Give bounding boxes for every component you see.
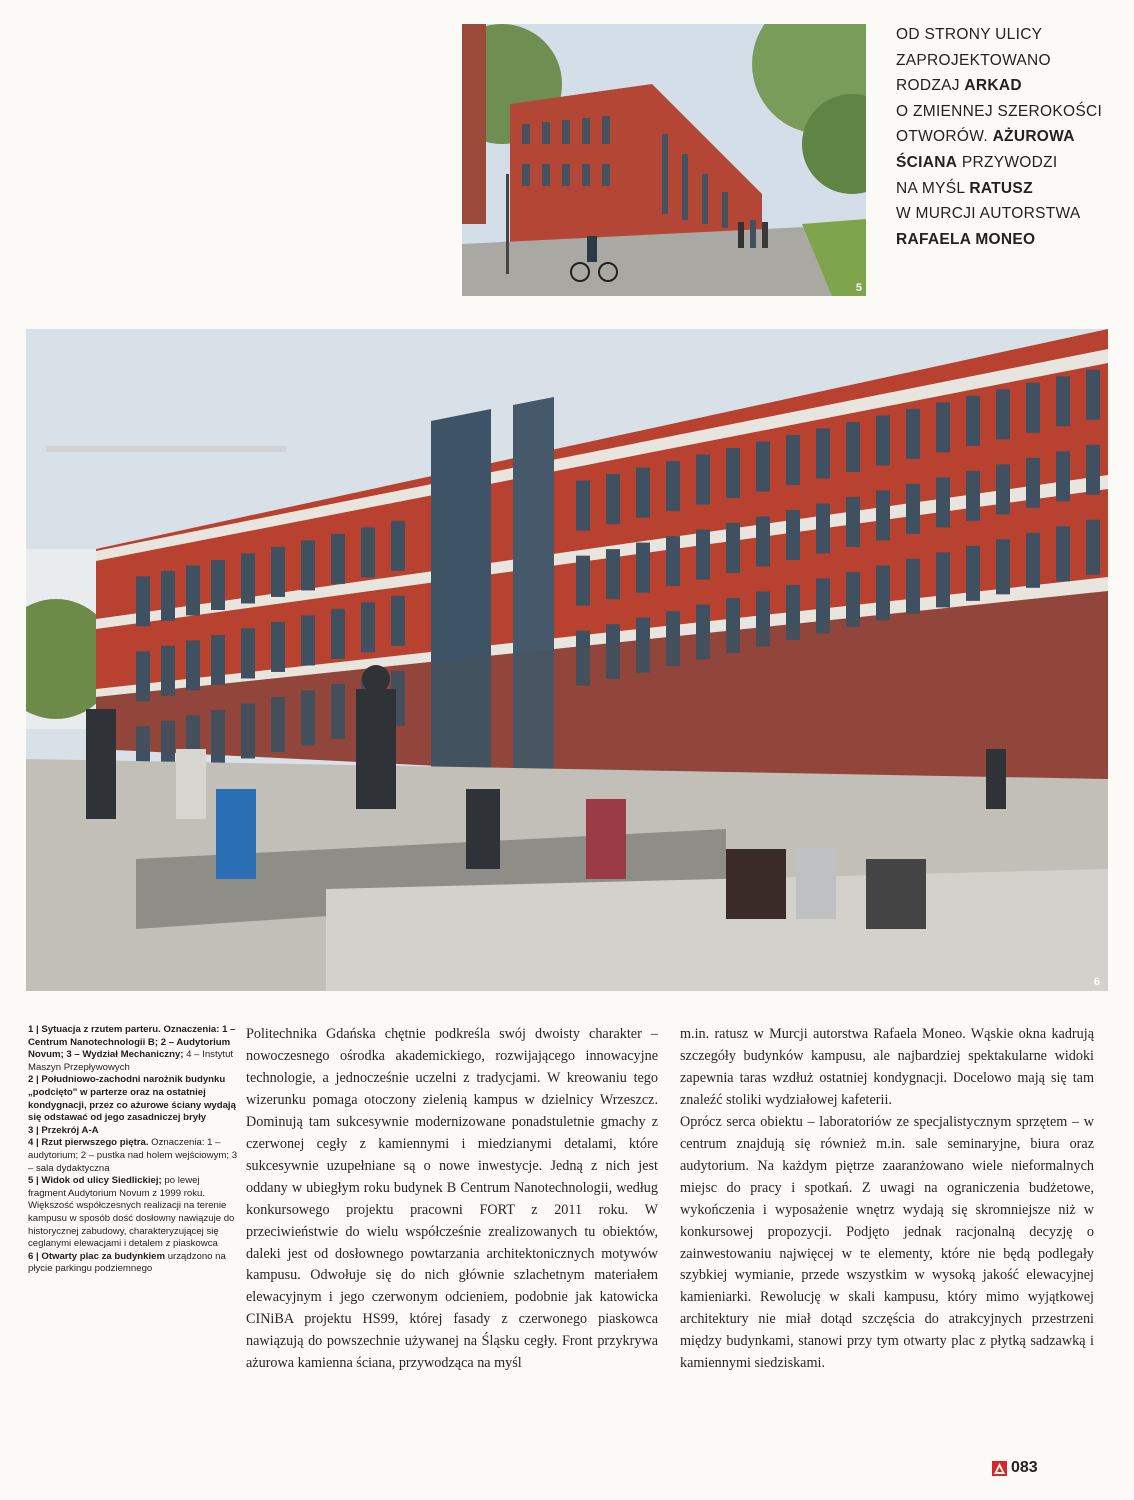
photo-street-view bbox=[462, 24, 866, 296]
facade-window bbox=[906, 559, 920, 614]
quote-text: ZAPROJEKTOWANO bbox=[896, 51, 1051, 69]
facade-window bbox=[966, 396, 980, 446]
caption-lead: 3 | Przekrój A-A bbox=[28, 1124, 99, 1136]
facade-window bbox=[1026, 383, 1040, 433]
facade-window bbox=[786, 435, 800, 485]
facade-window bbox=[241, 628, 255, 678]
quote-emphasis: RATUSZ bbox=[969, 179, 1033, 197]
facade-window bbox=[391, 596, 405, 646]
facade-window bbox=[1086, 370, 1100, 420]
quote-emphasis: ŚCIANA bbox=[896, 153, 958, 171]
quote-text: O ZMIENNEJ SZEROKOŚCI bbox=[896, 102, 1103, 120]
quote-line bbox=[896, 227, 1126, 253]
caption-text: urządzono na płycie parkingu podziemnego bbox=[28, 1250, 226, 1275]
quote-text: RODZAJ bbox=[896, 77, 965, 95]
facade-window bbox=[301, 540, 315, 590]
facade-window bbox=[876, 415, 890, 465]
facade-window bbox=[241, 553, 255, 603]
facade-window bbox=[1026, 458, 1040, 508]
facade-window bbox=[1056, 451, 1070, 501]
facade-window bbox=[666, 461, 680, 511]
facade-window bbox=[136, 576, 150, 626]
facade-window bbox=[906, 484, 920, 534]
pull-quote bbox=[896, 22, 1126, 252]
photo-street-view-illustration bbox=[462, 24, 866, 296]
facade-window bbox=[996, 389, 1010, 439]
caption-lead: 2 | Południowo-zachodni narożnik budynku „podcięto" w parterze oraz na ostatniej kondygnacji, przez co ażurowe ściany wydają się odstawać od jego zasadniczej bryły bbox=[28, 1074, 236, 1124]
caption bbox=[28, 1074, 238, 1124]
facade-window bbox=[996, 464, 1010, 514]
quote-line bbox=[896, 176, 1126, 202]
facade-window bbox=[876, 490, 890, 540]
quote-line bbox=[896, 22, 1126, 48]
facade-window bbox=[606, 549, 620, 599]
facade-window bbox=[361, 602, 375, 652]
facade-window bbox=[606, 474, 620, 524]
facade-window bbox=[726, 523, 740, 573]
facade-window bbox=[331, 609, 345, 659]
quote-text: OD STRONY ULICY bbox=[896, 26, 1043, 43]
facade-window bbox=[161, 646, 175, 696]
facade-window bbox=[1026, 533, 1040, 588]
facade-window bbox=[876, 565, 890, 620]
body-paragraph-1: m.in. ratusz w Murcji autorstwa Rafaela Moneo. Wąskie okna kadrują szczegóły budynków kampusu, ale najbardziej spektakularne widoki zapewnia taras wzdłuż ostatniej kondygnacji. Docelowo mają się tam znaleźć stoliki wydziałowej kafeterii. bbox=[680, 1026, 1094, 1108]
quote-line bbox=[896, 99, 1126, 125]
caption bbox=[28, 1137, 238, 1175]
facade-window bbox=[1086, 445, 1100, 495]
facade-window bbox=[666, 536, 680, 586]
caption bbox=[28, 1125, 238, 1138]
caption-text: 4 – Instytut Maszyn Przepływowych bbox=[28, 1049, 234, 1073]
caption bbox=[28, 1251, 238, 1276]
quote-line bbox=[896, 73, 1126, 99]
photo-number-5: 5 bbox=[855, 282, 862, 294]
facade-window bbox=[696, 455, 710, 505]
quote-emphasis: RAFAELA MONEO bbox=[896, 230, 1036, 248]
facade-window bbox=[846, 497, 860, 547]
caption bbox=[28, 1024, 238, 1074]
quote-text: NA MYŚL bbox=[896, 179, 970, 197]
photo-captions bbox=[28, 1024, 238, 1276]
facade-window bbox=[636, 468, 650, 518]
facade-window bbox=[936, 402, 950, 452]
facade-window bbox=[271, 622, 285, 672]
facade-window bbox=[361, 527, 375, 577]
facade-window bbox=[186, 565, 200, 615]
facade-window bbox=[211, 560, 225, 610]
facade-window bbox=[161, 571, 175, 621]
photo-campus-plaza-illustration bbox=[26, 329, 1108, 991]
facade-window bbox=[331, 534, 345, 584]
facade-window bbox=[211, 635, 225, 685]
facade-window bbox=[726, 448, 740, 498]
quote-text: PRZYWODZI bbox=[957, 153, 1058, 171]
photo-number-6: 6 bbox=[1093, 976, 1100, 988]
caption-text: po lewej fragment Audytorium Novum z 1999 roku. Większość współczesnych realizacji na terenie kampusu w sposób dość dosłowny nawiązuje do historycznej zabudowy, charakteryzującej się ceglanymi elewacjami i detalem z piaskowca bbox=[28, 1175, 235, 1250]
quote-line bbox=[896, 150, 1126, 176]
body-column-1: Politechnika Gdańska chętnie podkreśla swój dwoisty charakter – nowoczesnego ośrodka akademickiego, rozwijającego innowacyjne technologie, a jednocześnie uczelni z tradycjami. W kreowaniu tego wizerunku pomaga otoczony zielenią kampus w dzielnicy Wrzeszcz. Dominują tam sukcesywnie modernizowane ponadstuletnie gmachy z czerwonej cegły z kamiennymi i miedzianymi detalami, które sukcesywnie uzupełniane są o nowe inwestycje. Jedną z nich jest oddany w ubiegłym roku budynek B Centrum Nanotechnologii, według konkursowego projektu pracowni FORT z 2011 roku. W przeciwieństwie do wielu współcześnie zrealizowanych tu obiektów, daleki jest od dosłownego powtarzania architektonicznych motywów kampusu. Odwołuje się do nich głównie szlachetnym materiałem elewacyjnym i jego czerwonym odcieniem, podobnie jak katowicka CINiBA projektu HS99, której fasady z czerwonego piaskowca nawiązują do powszechnie używanej na Śląsku cegły. Front przykrywa ażurowa kamienna ściana, przywodząca na myśl bbox=[246, 1026, 658, 1372]
caption-lead: 4 | Rzut pierwszego piętra. bbox=[28, 1137, 152, 1149]
facade-window bbox=[966, 546, 980, 601]
caption bbox=[28, 1175, 238, 1251]
facade-window bbox=[636, 543, 650, 593]
quote-text: W MURCJI AUTORSTWA bbox=[896, 205, 1081, 223]
facade-window bbox=[696, 530, 710, 580]
facade-window bbox=[966, 471, 980, 521]
facade-window bbox=[906, 409, 920, 459]
body-paragraph-2: Oprócz serca obiektu – laboratoriów ze specjalistycznym sprzętem – w centrum znajdują się również m.in. sale seminaryjne, biura oraz audytorium. Na każdym piętrze zaaranżowano wiele nieformalnych miejsc do pracy i spotkań. Z uwagi na ograniczenia budżetowe, wykończenia i wyposażenie wnętrz wydają się skromniejsze niż w konkursowej propozycji. Podjęto jednak racjonalną decyzję o zainwestowaniu najwięcej w te elementy, które nie będą podlegały szybkiej wymianie, przede wszystkim w wysoką jakość elewacyjnej kamieniarki. Rewolucję w skali kampusu, który mimo wyjątkowej architektury nie miał dotąd szczęścia do atrakcyjnych przestrzeni między budynkami, stanowi przy tym otwarty plac z płytką sadzawką i kamiennymi siedziskami. bbox=[680, 1113, 1094, 1372]
photo-campus-plaza bbox=[26, 329, 1108, 991]
quote-emphasis: ARKAD bbox=[964, 77, 1022, 95]
body-column-2 bbox=[680, 1024, 1094, 1375]
facade-window bbox=[756, 517, 770, 567]
facade-window bbox=[846, 422, 860, 472]
caption-lead: 6 | Otwarty plac za budynkiem bbox=[28, 1250, 168, 1262]
quote-text: OTWORÓW. bbox=[896, 128, 993, 146]
facade-window bbox=[936, 552, 950, 607]
quote-line bbox=[896, 201, 1126, 227]
facade-window bbox=[816, 428, 830, 478]
facade-window bbox=[271, 547, 285, 597]
quote-emphasis: AŻUROWA bbox=[992, 128, 1075, 146]
caption-lead: 1 | Sytuacja z rzutem parteru. Oznaczenia: 1 – Centrum Nanotechnologii B; 2 – Audytorium Novum; 3 – Wydział Mechaniczny; bbox=[28, 1024, 236, 1061]
magazine-logo-icon bbox=[992, 1461, 1007, 1476]
facade-window bbox=[1056, 526, 1070, 581]
facade-window bbox=[786, 510, 800, 560]
facade-window bbox=[186, 640, 200, 690]
facade-window bbox=[996, 539, 1010, 594]
caption-text: Oznaczenia: 1 – audytorium; 2 – pustka nad holem wejściowym; 3 – sala dydaktyczna bbox=[28, 1137, 238, 1174]
page-number bbox=[992, 1459, 1038, 1477]
page-number-text: 083 bbox=[1011, 1459, 1038, 1476]
facade-window bbox=[1086, 520, 1100, 575]
facade-window bbox=[1056, 376, 1070, 426]
facade-window bbox=[816, 503, 830, 553]
facade-window bbox=[301, 615, 315, 665]
facade-window bbox=[936, 477, 950, 527]
caption-lead: 5 | Widok od ulicy Siedlickiej; bbox=[28, 1175, 165, 1187]
facade-window bbox=[391, 521, 405, 571]
facade-window bbox=[576, 481, 590, 531]
facade-window bbox=[576, 556, 590, 606]
quote-line bbox=[896, 124, 1126, 150]
facade-window bbox=[756, 442, 770, 492]
quote-line bbox=[896, 48, 1126, 74]
